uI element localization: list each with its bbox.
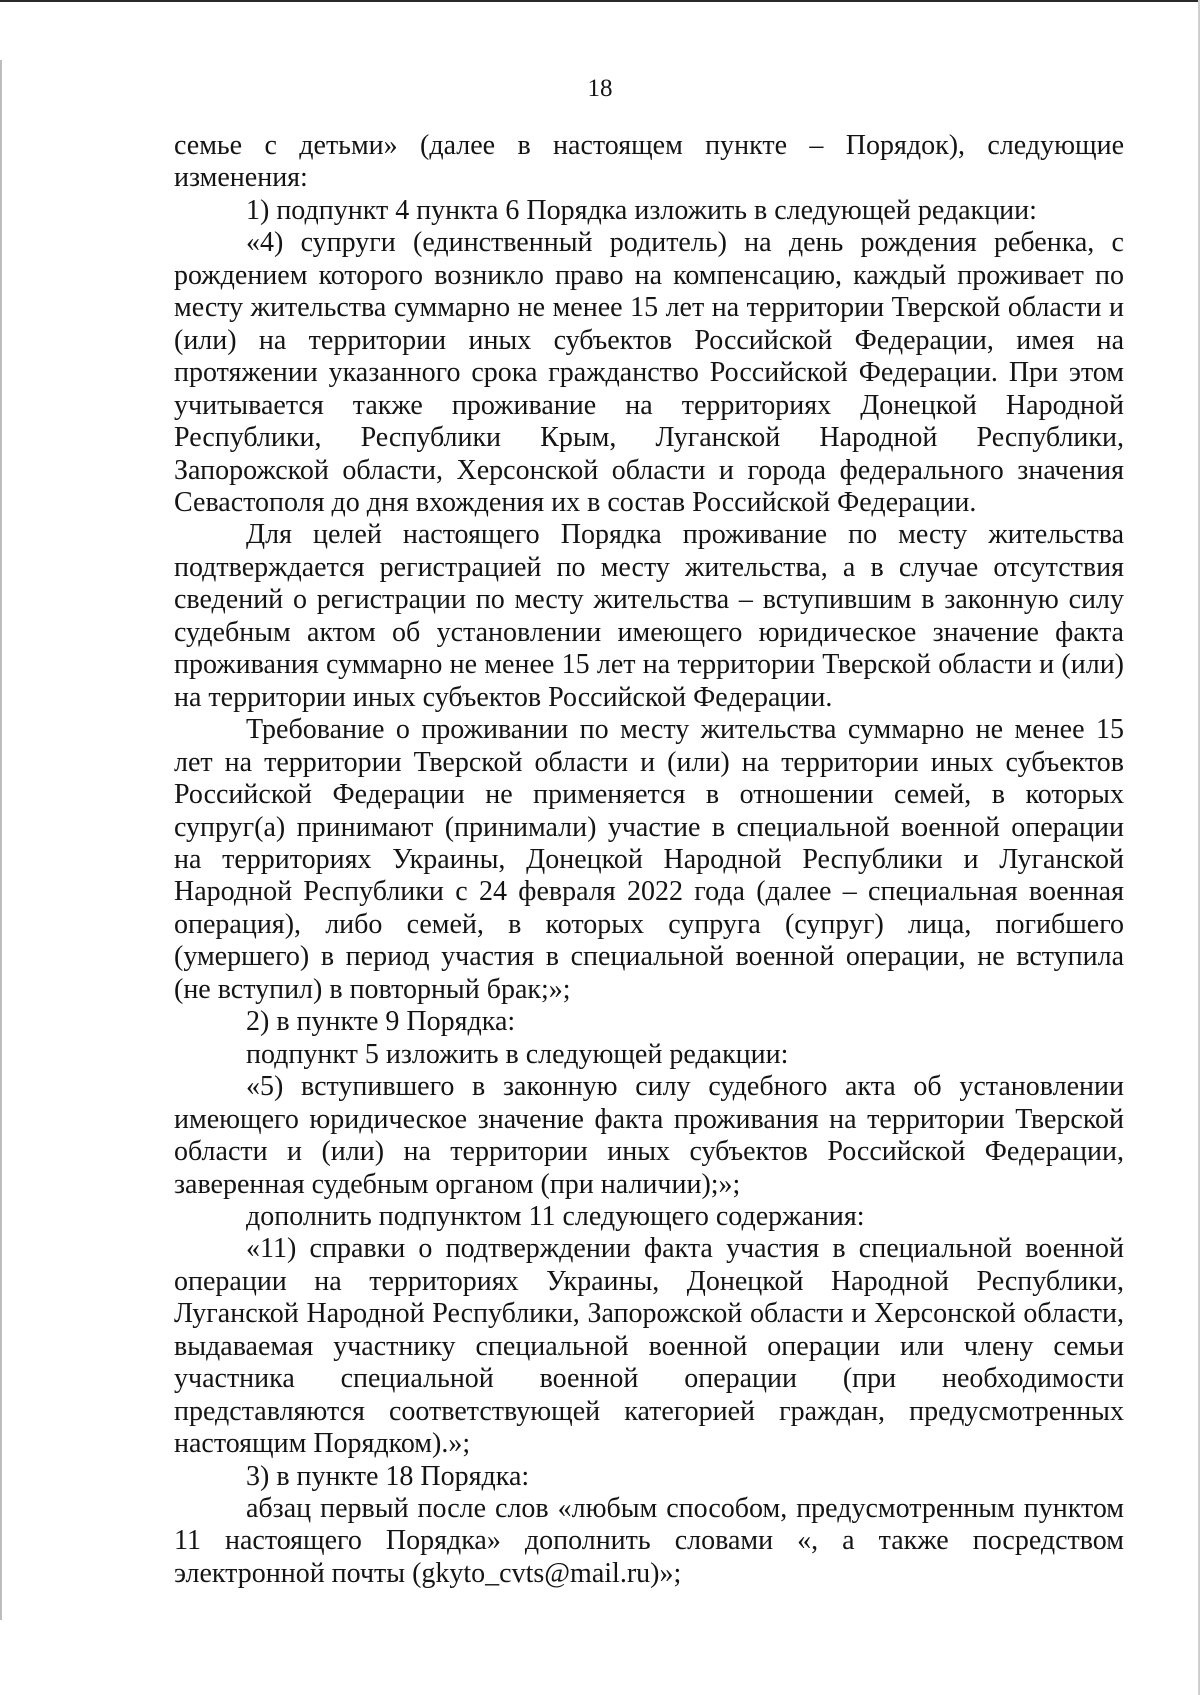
- paragraph-6: 2) в пункте 9 Порядка:: [246, 1006, 516, 1038]
- paragraph-9: дополнить подпунктом 11 следующего содержания:: [246, 1200, 865, 1232]
- paragraph-10: «11) справки о подтверждении факта участия в специальной военной операции на территориях Украины, Донецкой Народной Республики, Луганской Народной Республики, Запорожской области и Херсонской области, выдаваемая участнику специальной военной операции или члену семьи участника специальной военной операции (при необходимости представляются соответствующей категорией граждан, предусмотренных настоящим Порядком).»;: [174, 1233, 1124, 1460]
- paragraph-7: подпункт 5 изложить в следующей редакции:: [246, 1038, 789, 1070]
- paragraph-5: Требование о проживании по месту жительства суммарно не менее 15 лет на территории Тверской области и (или) на территории иных субъектов Российской Федерации не применяется в отношении семей, в которых супруг(а) принимают (принимали) участие в специальной военной операции на территориях Украины, Донецкой Народной Республики и Луганской Народной Республики с 24 февраля 2022 года (далее – специальная военная операция), либо семей, в которых супруга (супруг) лица, погибшего (умершего) в период участия в специальной военной операции, не вступила (не вступил) в повторный брак;»;: [174, 714, 1124, 1005]
- paragraph-4: Для целей настоящего Порядка проживание по месту жительства подтверждается регистрацией по месту жительства, а в случае отсутствия сведений о регистрации по месту жительства – вступившим в законную силу судебным актом об установлении имеющего юридическое значение факта проживания суммарно не менее 15 лет на территории Тверской области и (или) на территории иных субъектов Российской Федерации.: [174, 519, 1124, 713]
- page-number: 18: [587, 75, 613, 102]
- paragraph-11: 3) в пункте 18 Порядка:: [246, 1460, 530, 1492]
- paragraph-12: абзац первый после слов «любым способом, предусмотренным пунктом 11 настоящего Порядка» дополнить словами «, а также посредством электронной почты (gkyto_cvts@mail.ru)»;: [174, 1493, 1124, 1589]
- scan-edge-left: [0, 60, 2, 1620]
- paragraph-3: «4) супруги (единственный родитель) на день рождения ребенка, с рождением которого возникло право на компенсацию, каждый проживает по месту жительства суммарно не менее 15 лет на территории Тверской области и (или) на территории иных субъектов Российской Федерации, имея на протяжении указанного срока гражданство Российской Федерации. При этом учитывается также проживание на территориях Донецкой Народной Республики, Республики Крым, Луганской Народной Республики, Запорожской области, Херсонской области и города федерального значения Севастополя до дня вхождения их в состав Российской Федерации.: [174, 227, 1124, 518]
- document-body: [174, 130, 1124, 1590]
- paragraph-2: 1) подпункт 4 пункта 6 Порядка изложить в следующей редакции:: [246, 194, 1037, 226]
- paragraph-8: «5) вступившего в законную силу судебного акта об установлении имеющего юридическое значение факта проживания на территории Тверской области и (или) на территории иных субъектов Российской Федерации, заверенная судебным органом (при наличии);»;: [174, 1071, 1124, 1200]
- scan-edge-top: [0, 0, 1200, 2]
- paragraph-1: семье с детьми» (далее в настоящем пункте – Порядок), следующие изменения:: [174, 130, 1124, 194]
